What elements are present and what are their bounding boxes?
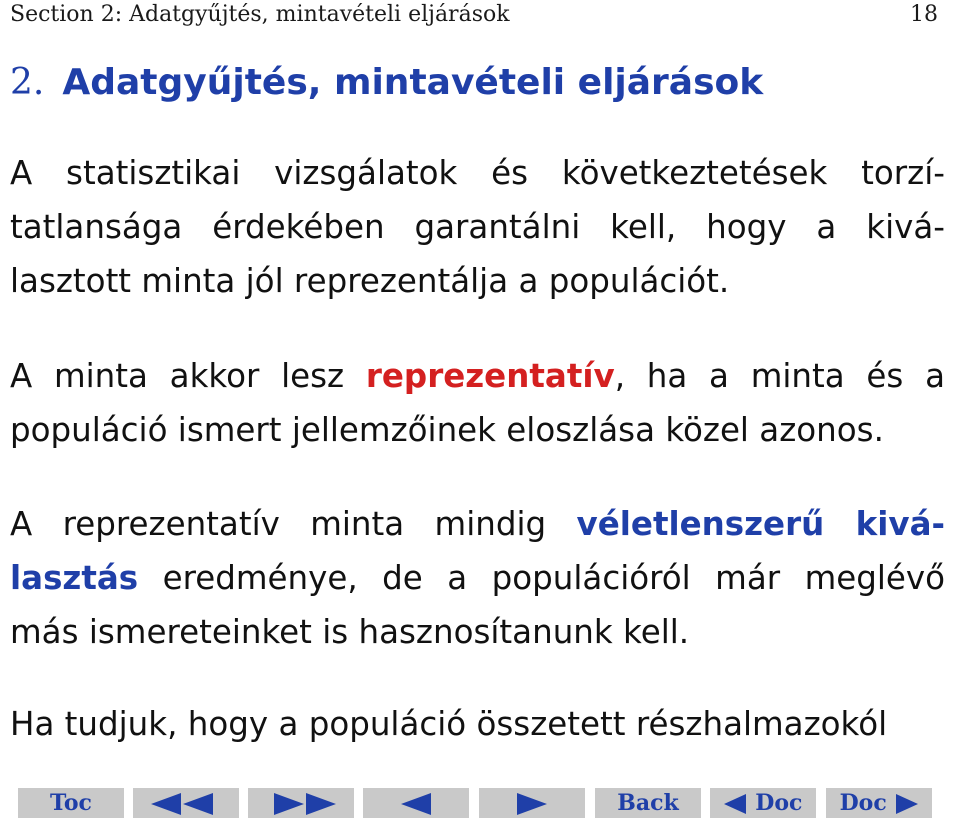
section-title [10,62,763,103]
next-page-button[interactable] [479,788,585,818]
highlighted-term: reprezentatív [365,357,615,395]
text-line: populáció ismert jellemzőinek eloszlása közel azonos. [10,411,884,449]
header-section-title: Section 2: Adatgyűjtés, mintavételi eljárások [10,2,510,27]
left-arrow-icon [724,794,748,814]
doc-previous-label: Doc [755,790,803,816]
paragraph-subsets [10,697,945,751]
toc-button[interactable]: Toc [18,788,124,818]
section-title-text: Adatgyűjtés, mintavételi eljárások [62,62,764,103]
text-fragment: A reprezentatív minta mindig [10,505,577,543]
paragraph-random-selection [10,497,945,659]
text-fragment: , ha a minta és a [614,357,945,395]
text-fragment: A minta akkor lesz [10,357,366,395]
text-line [10,497,945,551]
doc-next-button[interactable] [826,788,932,818]
highlighted-term: lasztás [10,559,139,597]
double-right-arrow-icon [266,793,336,815]
running-header [10,2,938,32]
back-button[interactable]: Back [595,788,701,818]
text-fragment: eredménye, de a populációról már meglévő [138,559,945,597]
page-number: 18 [910,2,938,27]
right-arrow-icon [515,793,549,815]
text-line [10,349,945,403]
section-number: 2. [10,62,45,103]
text-line [10,551,945,605]
doc-next-label: Doc [839,790,887,816]
text-line: A statisztikai vizsgálatok és következtetések torzí- [10,154,945,192]
last-page-button[interactable] [248,788,354,818]
highlighted-term: véletlenszerű kivá- [576,505,945,543]
right-arrow-icon [894,794,918,814]
doc-previous-button[interactable] [710,788,816,818]
navigation-bar [18,788,932,818]
previous-page-button[interactable] [363,788,469,818]
text-line: Ha tudjuk, hogy a populáció összetett részhalmazokól [10,705,888,743]
left-arrow-icon [399,793,433,815]
paragraph-intro [10,146,945,308]
text-line: lasztott minta jól reprezentálja a populációt. [10,262,730,300]
double-left-arrow-icon [151,793,221,815]
paragraph-representative [10,349,945,457]
text-line: más ismereteinket is hasznosítanunk kell. [10,613,690,651]
text-line: tatlansága érdekében garantálni kell, hogy a kivá- [10,208,945,246]
first-page-button[interactable] [133,788,239,818]
